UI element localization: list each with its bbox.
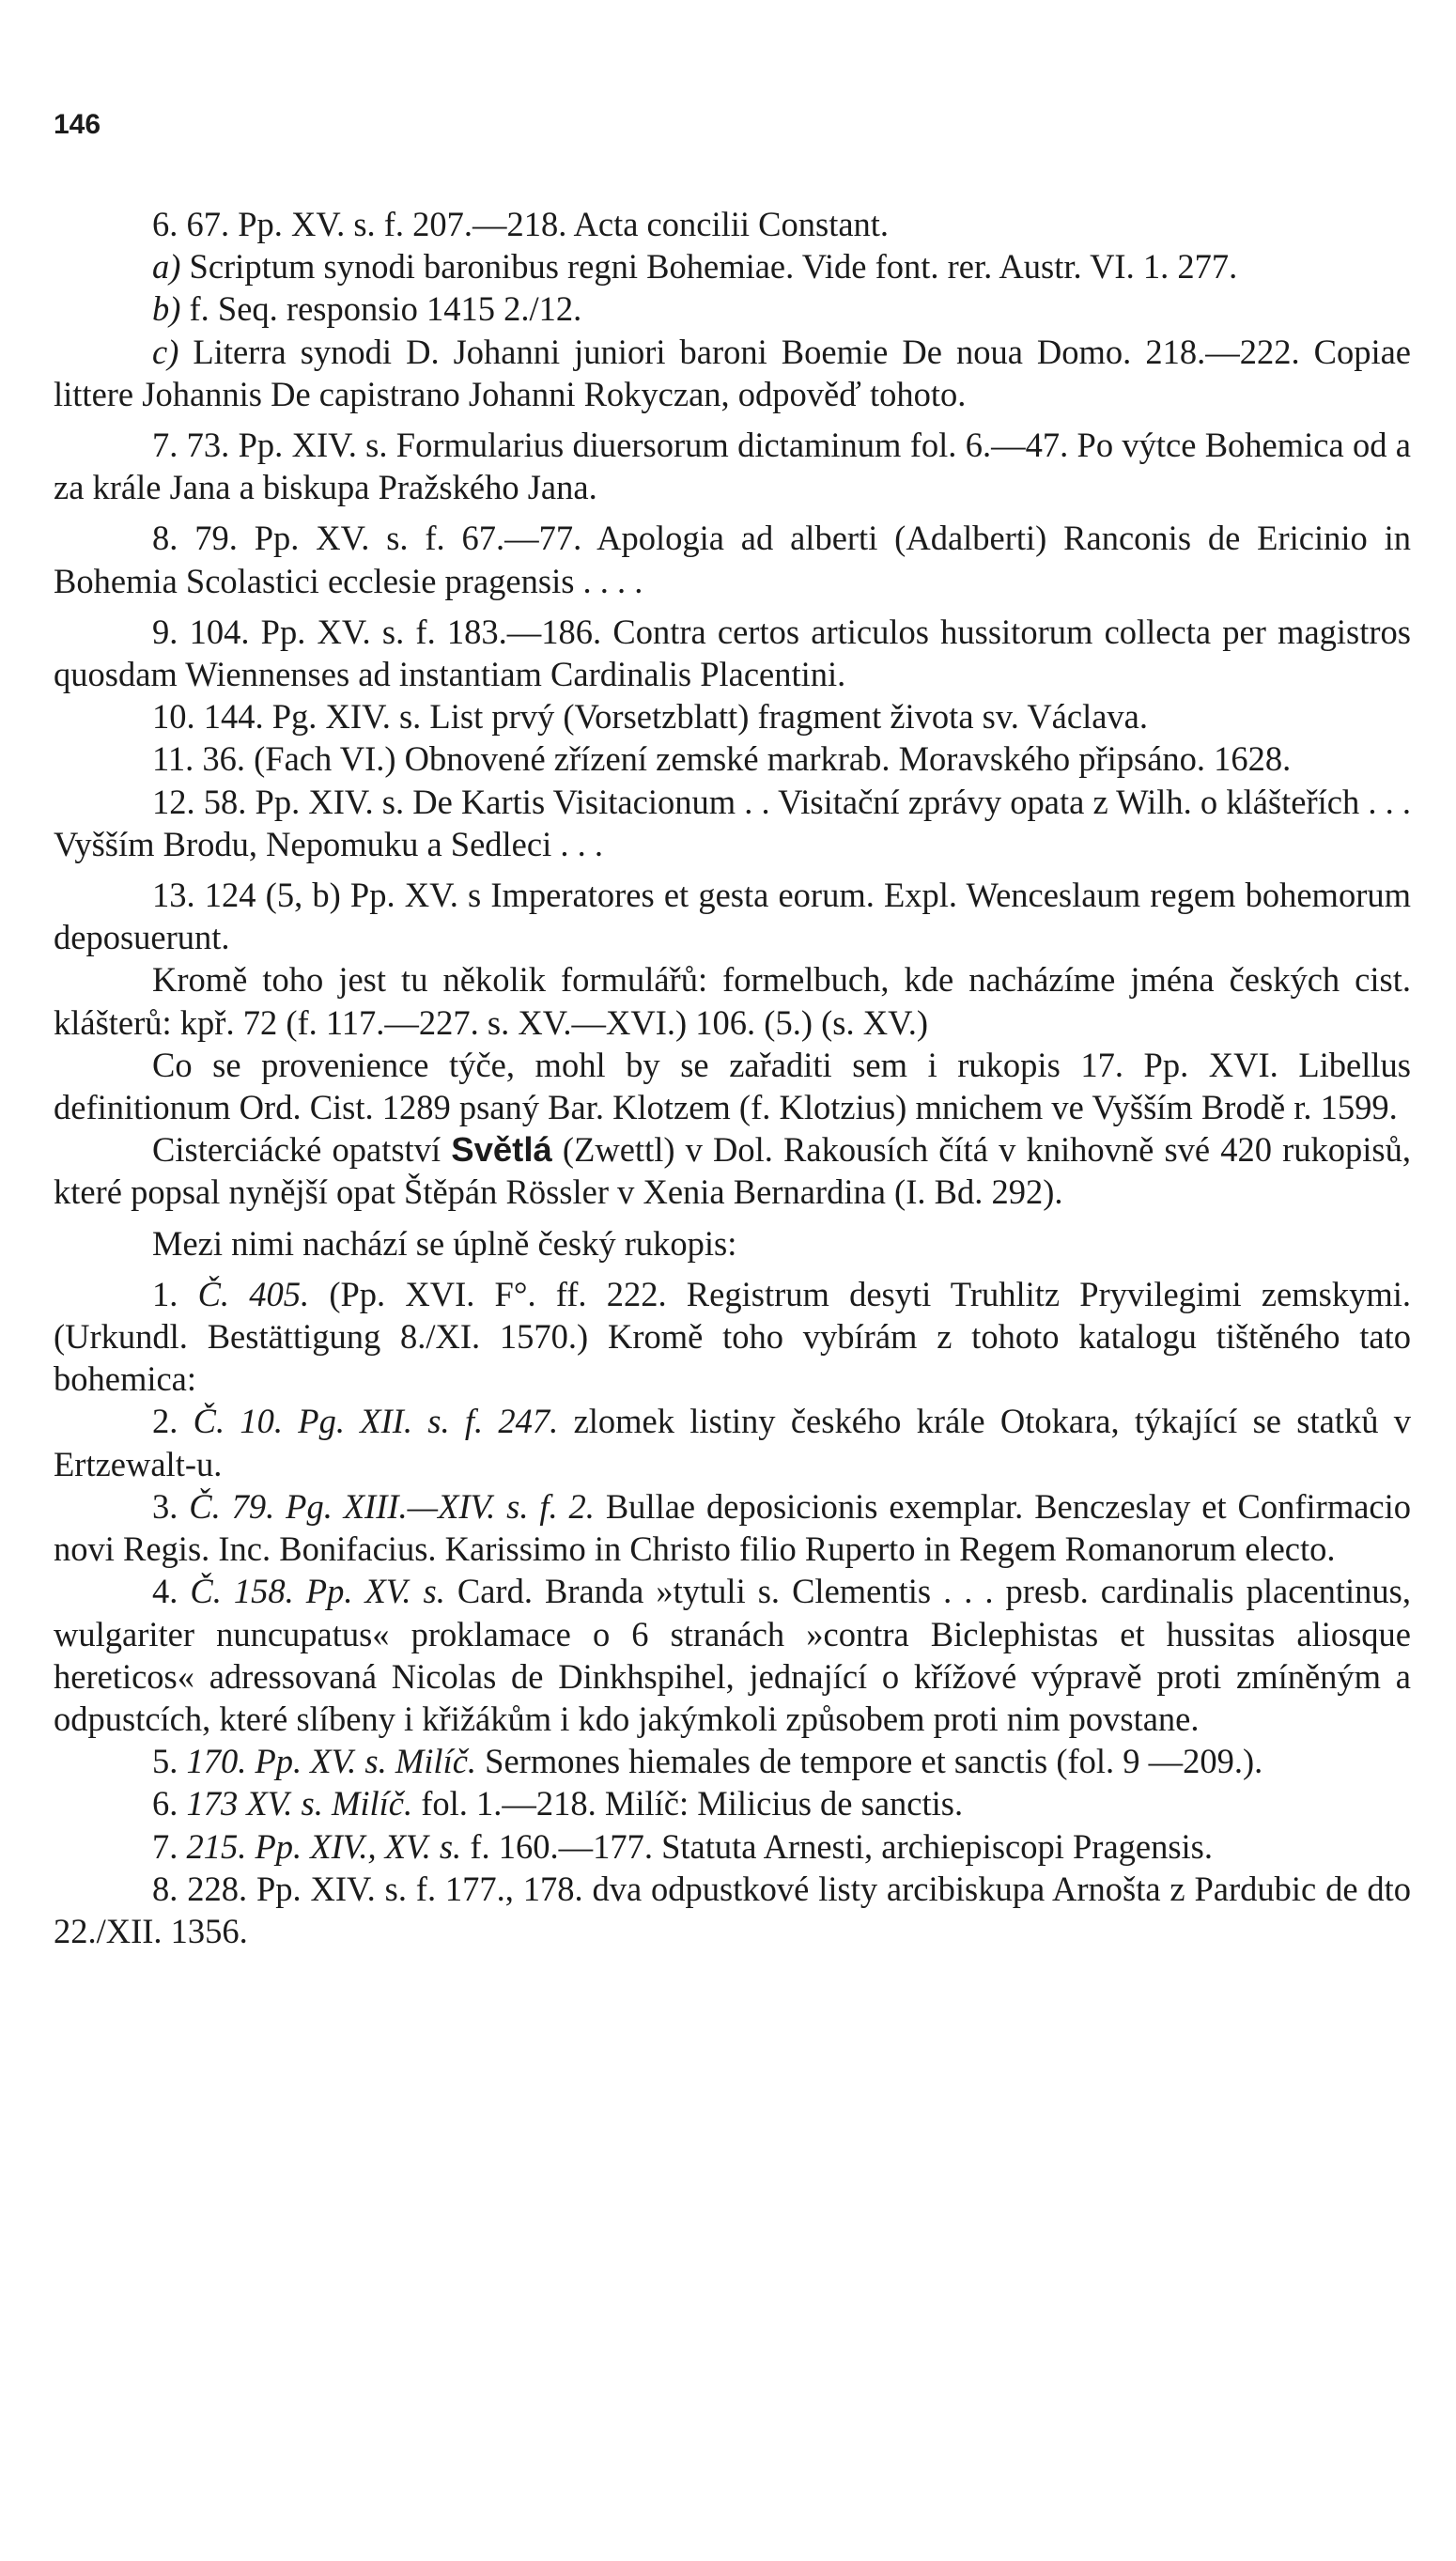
zwettl-item-2 xyxy=(54,1400,1411,1484)
zwettl-item-7-ref: 215. Pp. XIV., XV. s. xyxy=(186,1826,462,1866)
zwettl-item-6-text: fol. 1.—218. Milíč: Milicius de sanctis. xyxy=(412,1784,964,1824)
zwettl-text-before: Cisterciácké opatství xyxy=(152,1130,452,1170)
entry-9: 9. 104. Pp. XV. s. f. 183.—186. Contra certos articulos hussitorum collecta per magistros quosdam Wiennenses ad instantiam Cardinalis Placentini. xyxy=(54,612,1411,694)
entry-6b-label: b) xyxy=(152,289,181,329)
entry-6: 6. 67. Pp. XV. s. f. 207.—218. Acta concilii Constant. xyxy=(152,205,890,243)
zwettl-item-7-text: f. 160.—177. Statuta Arnesti, archiepiscopi Pragensis. xyxy=(461,1826,1214,1866)
zwettl-item-5-num: 5. xyxy=(152,1742,187,1781)
paragraph-zwettl xyxy=(54,1128,1411,1213)
entry-6c-text: Literra synodi D. Johanni juniori baroni Boemie De noua Domo. 218.—222. Copiae littere Johannis De capistrano Johanni Rokyczan, odpověď tohoto. xyxy=(54,332,1411,413)
zwettl-item-5-text: Sermones hiemales de tempore et sanctis (fol. 9 —209.). xyxy=(476,1742,1263,1781)
zwettl-item-1-num: 1. xyxy=(152,1274,198,1313)
zwettl-item-3-ref: Č. 79. Pg. XIII.—XIV. s. f. 2. xyxy=(189,1486,595,1526)
zwettl-item-8-num: 8. xyxy=(152,1869,188,1908)
entry-6c xyxy=(54,331,1411,415)
zwettl-item-5-ref: 170. Pp. XV. s. Milíč. xyxy=(186,1742,477,1781)
zwettl-text-after: (Zwettl) v Dol. Rakousích čítá v knihovně své 420 rukopisů, které popsal nynější opat Štěpán Rössler v Xenia Bernardina (I. Bd. 292). xyxy=(54,1130,1411,1212)
zwettl-item-7-num: 7. xyxy=(152,1826,187,1866)
zwettl-item-6-num: 6. xyxy=(152,1784,187,1824)
zwettl-item-4 xyxy=(54,1570,1411,1740)
zwettl-item-6-ref: 173 XV. s. Milíč. xyxy=(186,1784,413,1824)
zwettl-item-8-text: 228. Pp. XIV. s. f. 177., 178. dva odpustkové listy arcibiskupa Arnošta z Pardubic de dto 22./XII. 1356. xyxy=(54,1869,1412,1950)
zwettl-item-3-num: 3. xyxy=(152,1486,190,1526)
zwettl-item-4-ref: Č. 158. Pp. XV. s. xyxy=(190,1572,445,1611)
entry-6a-label: a) xyxy=(152,247,181,287)
entry-6b xyxy=(54,287,1411,330)
paragraph-formulare: Kromě toho jest tu několik formulářů: formelbuch, kde nacházíme jména českých cist. klášterů: kpř. 72 (f. 117.—227. s. XV.—XVI.) 106. (5.) (s. XV.) xyxy=(54,960,1411,1042)
paragraph-mezi-nimi: Mezi nimi nachází se úplně český rukopis: xyxy=(152,1223,737,1263)
entry-7: 7. 73. Pp. XIV. s. Formularius diuersorum dictaminum fol. 6.—47. Po výtce Bohemica od a za krále Jana a biskupa Pražského Jana. xyxy=(54,426,1411,507)
zwettl-item-2-ref: Č. 10. Pg. XII. s. f. 247. xyxy=(193,1402,559,1441)
zwettl-item-1 xyxy=(54,1273,1411,1401)
zwettl-item-5 xyxy=(54,1740,1411,1782)
zwettl-item-2-text: zlomek listiny českého krále Otokara, týkající se statků v Ertzewalt-u. xyxy=(54,1402,1411,1483)
zwettl-item-8 xyxy=(54,1868,1411,1952)
entry-8: 8. 79. Pp. XV. s. f. 67.—77. Apologia ad alberti (Adalberti) Ranconis de Ericinio in Bohemia Scolastici ecclesie pragensis . . . . xyxy=(54,519,1411,600)
entry-13: 13. 124 (5, b) Pp. XV. s Imperatores et gesta eorum. Expl. Wenceslaum regem bohemorum deposuerunt. xyxy=(54,876,1411,957)
entry-6c-label: c) xyxy=(152,332,179,371)
zwettl-item-4-num: 4. xyxy=(152,1572,191,1611)
zwettl-item-6 xyxy=(54,1782,1411,1824)
entry-6b-text: f. Seq. responsio 1415 2./12. xyxy=(180,289,582,329)
zwettl-item-3 xyxy=(54,1485,1411,1570)
page-number: 146 xyxy=(54,109,101,140)
zwettl-item-1-text: (Pp. XVI. F°. ff. 222. Registrum desyti Truhlitz Pryvilegimi zemskymi. (Urkundl. Bestättigung 8./XI. 1570.) Kromě toho vybírám z tohoto katalogu tištěného tato bohemica: xyxy=(54,1274,1411,1399)
entry-11: 11. 36. (Fach VI.) Obnovené zřízení zemské markrab. Moravského připsáno. 1628. xyxy=(152,739,1292,779)
zwettl-item-1-ref: Č. 405. xyxy=(197,1274,310,1313)
entry-12: 12. 58. Pp. XIV. s. De Kartis Visitacionum . . Visitační zprávy opata z Wilh. o klášteřích . . . Vyšším Brodu, Nepomuku a Sedleci . . . xyxy=(54,782,1411,863)
entry-6a-text: Scriptum synodi baronibus regni Bohemiae. Vide font. rer. Austr. VI. 1. 277. xyxy=(180,247,1238,287)
zwettl-name-bold: Světlá xyxy=(451,1130,552,1170)
zwettl-item-7 xyxy=(54,1825,1411,1868)
entry-10: 10. 144. Pg. XIV. s. List prvý (Vorsetzblatt) fragment života sv. Václava. xyxy=(152,697,1148,737)
paragraph-provenience: Co se provenience týče, mohl by se zařaditi sem i rukopis 17. Pp. XVI. Libellus definitionum Ord. Cist. 1289 psaný Bar. Klotzem (f. Klotzius) mnichem ve Vyšším Brodě r. 1599. xyxy=(54,1045,1411,1127)
entry-6a xyxy=(54,245,1411,287)
zwettl-item-4-text: Card. Branda »tytuli s. Clementis . . . presb. cardinalis placentinus, wulgariter nuncupatus« proklamace o 6 stranách »contra Biclephistas et hussitas aliosque hereticos« adressovaná Nicolas de Dinkhspihel, jednající o křížové výpravě proti zmíněným a odpustcích, které slíbeny i křižákům i kdo jakýmkoli způsobem proti nim povstane. xyxy=(54,1572,1412,1738)
zwettl-item-2-num: 2. xyxy=(152,1402,194,1441)
text-body xyxy=(54,203,1411,1952)
zwettl-item-3-text: Bullae deposicionis exemplar. Benczeslay et Confirmacio novi Regis. Inc. Bonifacius. Karissimo in Christo filio Ruperto in Regem Romanorum electo. xyxy=(54,1486,1412,1569)
